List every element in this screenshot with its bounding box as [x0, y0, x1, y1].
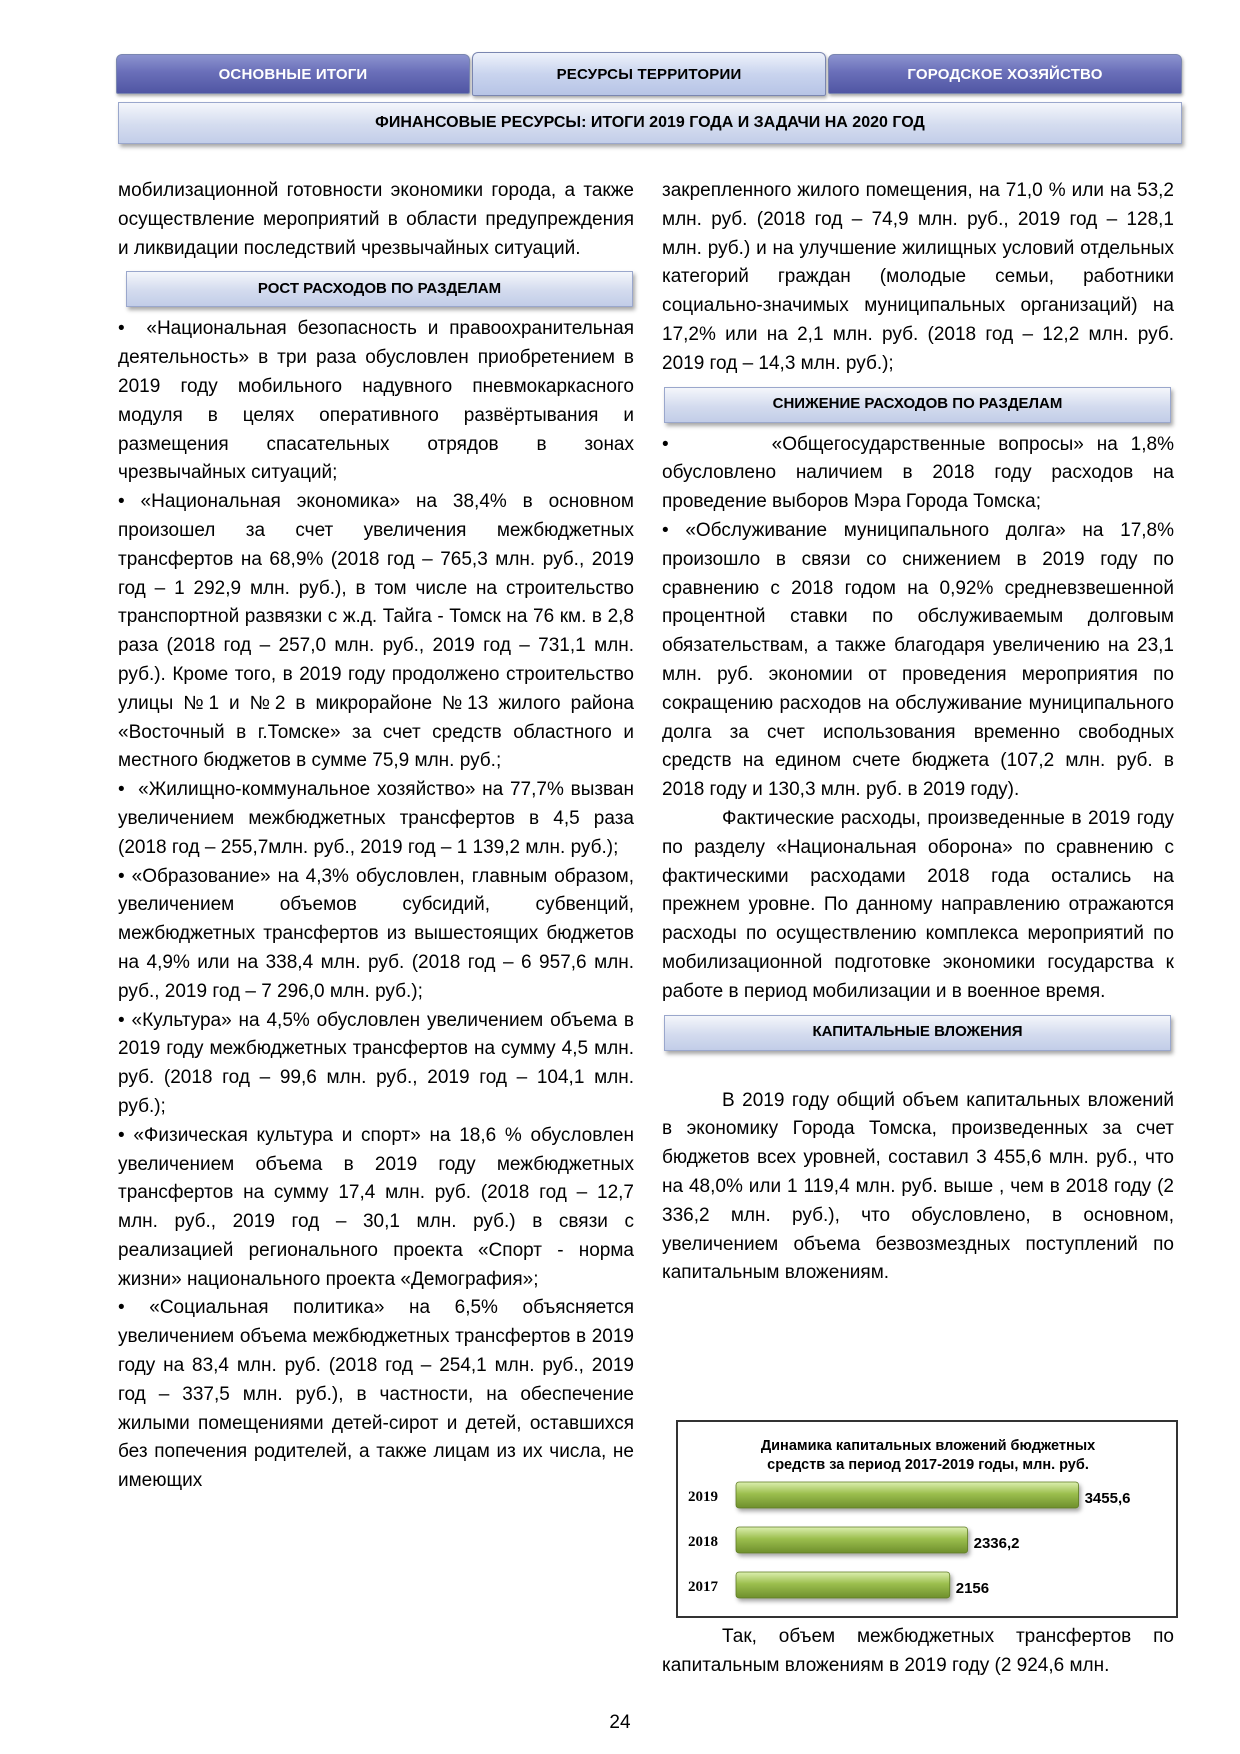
page-title: ФИНАНСОВЫЕ РЕСУРСЫ: ИТОГИ 2019 ГОДА И ЗАДАЧИ НА 2020 ГОД — [375, 114, 925, 131]
bullet-item: • «Общегосударственные вопросы» на 1,8% обусловлено наличием в 2018 году расходов на проведение выборов Мэра Города Томска; — [662, 433, 1174, 513]
tab-label: ОСНОВНЫЕ ИТОГИ — [218, 65, 368, 83]
section-tabs — [116, 54, 1180, 94]
tab-main-results[interactable] — [116, 54, 470, 94]
bullet-item: • «Национальная экономика» на 38,4% в основном произошел за счет увеличения межбюджетных трансфертов на 68,9% (2018 год – 765,3 млн. руб., 2019 год – 1 292,9 млн. руб.), в том числе на строительство транспортной развязки с ж.д. Тайга - Томск на 76 км. в 2,8 раза (2018 год – 257,0 млн. руб., 2019 год – 731,1 млн. руб.). Кроме того, в 2019 году продолжено строительство улицы №1 и №2 в микрорайоне №13 жилого района «Восточный в г.Томске» за счет средств областного и местного бюджетов в сумме 75,9 млн. руб.; — [118, 491, 634, 772]
bullet-item: • «Жилищно-коммунальное хозяйство» на 77,7% вызван увеличением межбюджетных трансфертов в 4,5 раза (2018 год – 255,7млн. руб., 2019 год – 1 139,2 млн. руб.); — [118, 779, 634, 858]
chart-category-label: 2018 — [688, 1534, 718, 1550]
chart-title-line1: Динамика капитальных вложений бюджетных — [760, 1438, 1096, 1454]
bullet-item: • «Национальная безопасность и правоохранительная деятельность» в три раза обусловлен приобретением в 2019 году мобильного надувного пневмокаркасного модуля в целях оперативного развёртывания и размещения спасательных отрядов в зонах чрезвычайных ситуаций; — [118, 318, 634, 484]
chart-value-label: 2336,2 — [973, 1535, 1020, 1552]
chart-bar — [736, 1527, 968, 1553]
chart-value-label: 3455,6 — [1084, 1490, 1131, 1507]
bullet-text: «Общегосударственные вопросы» на 1,8% обусловлено наличием в 2018 году расходов на проведение выборов Мэра Города Томска; — [662, 433, 1174, 513]
section-header-growth — [126, 271, 633, 307]
section-header-decrease — [664, 387, 1171, 423]
chart-canvas — [678, 1422, 1176, 1616]
bullet-item: • «Образование» на 4,3% обусловлен, главным образом, увеличением объемов субсидий, субвенций, межбюджетных трансфертов из вышестоящих бюджетов на 4,9% или на 338,4 млн. руб. (2018 год – 6 957,6 млн. руб., 2019 год – 7 296,0 млн. руб.); — [118, 865, 634, 1002]
left-column — [118, 177, 634, 1496]
chart-bar — [736, 1482, 1079, 1508]
right-column-continued — [662, 1623, 1174, 1681]
tab-city-economy[interactable] — [828, 54, 1182, 94]
right-column — [662, 177, 1174, 1288]
tab-label: РЕСУРСЫ ТЕРРИТОРИИ — [556, 65, 742, 83]
chart-title-line2: средств за период 2017-2019 годы, млн. руб. — [767, 1457, 1089, 1473]
capital-investment-chart — [676, 1420, 1178, 1618]
section-title: КАПИТАЛЬНЫЕ ВЛОЖЕНИЯ — [812, 1023, 1023, 1041]
tab-label: ГОРОДСКОЕ ХОЗЯЙСТВО — [907, 65, 1103, 83]
page-title-banner — [118, 102, 1182, 144]
chart-category-label: 2019 — [688, 1489, 718, 1505]
bullet-item: • «Культура» на 4,5% обусловлен увеличением объема в 2019 году межбюджетных трансфертов на сумму 4,5 млн. руб. (2018 год – 99,6 млн. руб., 2019 год – 104,1 млн. руб.); — [118, 1009, 634, 1117]
bullet-text: «Жилищно-коммунальное хозяйство» на 77,7% вызван увеличением межбюджетных трансфертов в 4,5 раза (2018 год – 255,7млн. руб., 2019 год – 1 139,2 млн. руб.); — [118, 779, 634, 858]
chart-category-label: 2017 — [688, 1579, 718, 1595]
chart-bars — [688, 1482, 1130, 1598]
capital-investment-paragraph: В 2019 году общий объем капитальных вложений в экономику Города Томска, произведенных за счет бюджетов всех уровней, составил 3 455,6 млн. руб., что на 48,0% или 1 119,4 млн. руб. выше , чем в 2018 году (2 336,2 млн. руб.), что обусловлено, в основном, увеличением объема безвозмездных поступлений по капитальным вложениям. — [662, 1089, 1174, 1284]
page-number: 24 — [609, 1712, 631, 1733]
bullet-text: «Социальная политика» на 6,5% объясняется увеличением объема межбюджетных трансфертов в 2019 году на 83,4 млн. руб. (2018 год – 254,1 млн. руб., 2019 год – 337,5 млн. руб.), в частности, на обеспечение жилыми помещениями детей-сирот и детей, оставшихся без попечения родителей, а также лицам из их числа, не имеющих — [118, 1297, 635, 1492]
bullet-text: «Физическая культура и спорт» на 18,6 % обусловлен увеличением объема в 2019 году межбюджетных трансфертов на сумму 17,4 млн. руб. (2018 год – 12,7 млн. руб., 2019 год – 30,1 млн. руб.) в связи с реализацией регионального проекта «Спорт - норма жизни» национального проекта «Демография»; — [118, 1124, 634, 1290]
bullet-item: • «Обслуживание муниципального долга» на 17,8% произошло в связи со снижением в 2019 году по сравнению с 2018 годом на 0,92% средневзвешенной процентной ставки по обслуживаемым долговым обязательствам, а также благодаря увеличению на 23,1 млн. руб. экономии от проведения мероприятия по сокращению расходов на обслуживание муниципального долга за счет использования временно свободных средств на едином счете бюджета (107,2 млн. руб. в 2018 году и 130,3 млн. руб. в 2019 году). — [662, 519, 1174, 801]
defense-paragraph: Фактические расходы, произведенные в 2019 году по разделу «Национальная оборона» по сравнению с фактическими расходами 2018 года остались на прежнем уровне. По данному направлению отражаются расходы по осуществлению комплекса мероприятий по мобилизационной подготовке экономики государства к работе в период мобилизации и в военное время. — [662, 807, 1174, 1002]
tab-territory-resources[interactable] — [472, 52, 826, 96]
bullet-text: «Образование» на 4,3% обусловлен, главным образом, увеличением объемов субсидий, субвенций, межбюджетных трансфертов из вышестоящих бюджетов на 4,9% или на 338,4 млн. руб. (2018 год – 6 957,6 млн. руб., 2019 год – 7 296,0 млн. руб.); — [118, 865, 634, 1002]
section-header-capital — [664, 1015, 1171, 1051]
bullet-text: «Культура» на 4,5% обусловлен увеличением объема в 2019 году межбюджетных трансфертов на сумму 4,5 млн. руб. (2018 год – 99,6 млн. руб., 2019 год – 104,1 млн. руб.); — [118, 1009, 634, 1117]
section-title: РОСТ РАСХОДОВ ПО РАЗДЕЛАМ — [257, 279, 502, 297]
bullet-text: «Обслуживание муниципального долга» на 17,8% произошло в связи со снижением в 2019 году по сравнению с 2018 годом на 0,92% средневзвешенной процентной ставки по обслуживаемым долговым обязательствам, а также благодаря увеличению на 23,1 млн. руб. экономии от проведения мероприятия по сокращению расходов на обслуживание муниципального долга за счет использования временно свободных средств на едином счете бюджета (107,2 млн. руб. в 2018 году и 130,3 млн. руб. в 2019 году). — [662, 519, 1174, 801]
chart-bar — [736, 1572, 950, 1598]
section-title: СНИЖЕНИЕ РАСХОДОВ ПО РАЗДЕЛАМ — [772, 395, 1063, 413]
bullet-item: • «Физическая культура и спорт» на 18,6 % обусловлен увеличением объема в 2019 году межбюджетных трансфертов на сумму 17,4 млн. руб. (2018 год – 12,7 млн. руб., 2019 год – 30,1 млн. руб.) в связи с реализацией регионального проекта «Спорт - норма жизни» национального проекта «Демография»; — [118, 1124, 634, 1290]
bullet-text: «Национальная экономика» на 38,4% в основном произошел за счет увеличения межбюджетных трансфертов на 68,9% (2018 год – 765,3 млн. руб., 2019 год – 1 292,9 млн. руб.), в том числе на строительство транспортной развязки с ж.д. Тайга - Томск на 76 км. в 2,8 раза (2018 год – 257,0 млн. руб., 2019 год – 731,1 млн. руб.). Кроме того, в 2019 году продолжено строительство улицы №1 и №2 в микрорайоне №13 жилого района «Восточный в г.Томске» за счет средств областного и местного бюджетов в сумме 75,9 млн. руб.; — [118, 491, 634, 772]
chart-value-label: 2156 — [955, 1580, 990, 1597]
bullet-item: • «Социальная политика» на 6,5% объясняется увеличением объема межбюджетных трансфертов в 2019 году на 83,4 млн. руб. (2018 год – 254,1 млн. руб., 2019 год – 337,5 млн. руб.), в частности, на обеспечение жилыми помещениями детей-сирот и детей, оставшихся без попечения родителей, а также лицам из их числа, не имеющих — [118, 1297, 635, 1492]
left-intro-paragraph: мобилизационной готовности экономики города, а также осуществление мероприятий в области предупреждения и ликвидации последствий чрезвычайных ситуаций. — [118, 180, 634, 259]
right-intro-paragraph: закрепленного жилого помещения, на 71,0 % или на 53,2 млн. руб. (2018 год – 74,9 млн. руб., 2019 год – 128,1 млн. руб.) и на улучшение жилищных условий отдельных категорий граждан (молодые семьи, работники социально-значимых муниципальных организаций) на 17,2% или на 2,1 млн. руб. (2018 год – 12,2 млн. руб. 2019 год – 14,3 млн. руб.); — [662, 180, 1174, 374]
bullet-text: «Национальная безопасность и правоохранительная деятельность» в три раза обусловлен приобретением в 2019 году мобильного надувного пневмокаркасного модуля в целях оперативного развёртывания и размещения спасательных отрядов в зонах чрезвычайных ситуаций; — [118, 318, 634, 484]
transfers-paragraph: Так, объем межбюджетных трансфертов по капитальным вложениям в 2019 году (2 924,6 млн. — [662, 1626, 1174, 1676]
